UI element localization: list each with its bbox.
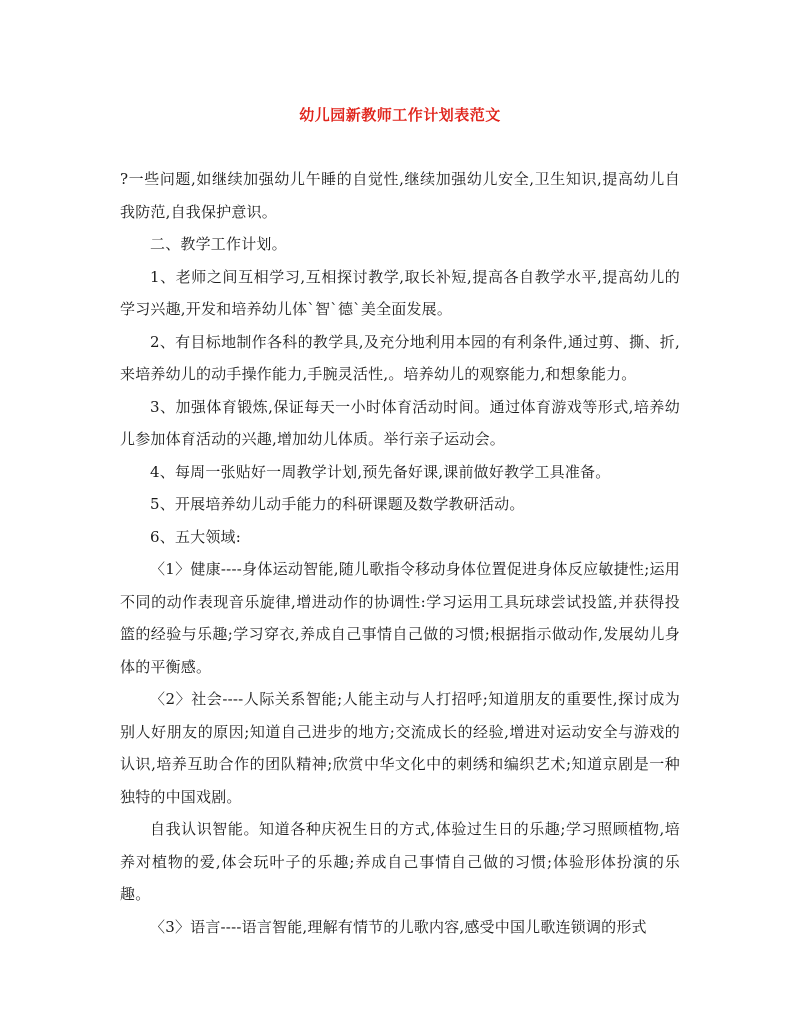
paragraph: 二、教学工作计划。: [150, 235, 287, 253]
paragraph: 〈1〉健康----身体运动智能,随儿歌指令移动身体位置促进身体反应敏捷性;运用不同的动作表现音乐旋律,增进动作的协调性:学习运用工具玩球尝试投篮,并获得投篮的经验与乐趣;学习穿衣,养成自己事情自己做的习惯;根据指示做动作,发展幼儿身体的平衡感。: [120, 560, 680, 676]
paragraph: 6、五大领域:: [150, 527, 241, 546]
paragraph: 3、加强体育锻炼,保证每天一小时体育活动时间。通过体育游戏等形式,培养幼儿参加体育活动的兴趣,增加幼儿体质。举行亲子运动会。: [120, 397, 680, 448]
paragraph: 2、有目标地制作各科的教学具,及充分地利用本园的有利条件,通过剪、撕、折,来培养幼儿的动手操作能力,手腕灵活性,。培养幼儿的观察能力,和想象能力。: [120, 332, 680, 383]
paragraph: ?一些问题,如继续加强幼儿午睡的自觉性,继续加强幼儿安全,卫生知识,提高幼儿自我防范,自我保护意识。: [120, 170, 680, 221]
document-title: 幼儿园新教师工作计划表范文: [299, 106, 501, 124]
paragraph: 5、开展培养幼儿动手能力的科研课题及数学教研活动。: [150, 495, 525, 513]
paragraph: 自我认识智能。知道各种庆祝生日的方式,体验过生日的乐趣;学习照顾植物,培养对植物的爱,体会玩叶子的乐趣;养成自己事情自己做的习惯;体验形体扮演的乐趣。: [120, 820, 680, 903]
paragraph: 1、老师之间互相学习,互相探讨教学,取长补短,提高各自教学水平,提高幼儿的学习兴趣,开发和培养幼儿体`智`德`美全面发展。: [120, 267, 680, 318]
document-body: [120, 163, 680, 943]
paragraph: 〈2〉社会----人际关系智能;人能主动与人打招呼;知道朋友的重要性,探讨成为别人好朋友的原因;知道自己进步的地方;交流成长的经验,增进对运动安全与游戏的认识,培养互助合作的团队精神;欣赏中华文化中的刺绣和编织艺术;知道京剧是一种独特的中国戏剧。: [120, 690, 680, 806]
paragraph: 4、每周一张贴好一周教学计划,预先备好课,课前做好教学工具准备。: [150, 462, 611, 481]
paragraph: 〈3〉语言----语言智能,理解有情节的儿歌内容,感受中国儿歌连锁调的形式: [150, 917, 647, 936]
